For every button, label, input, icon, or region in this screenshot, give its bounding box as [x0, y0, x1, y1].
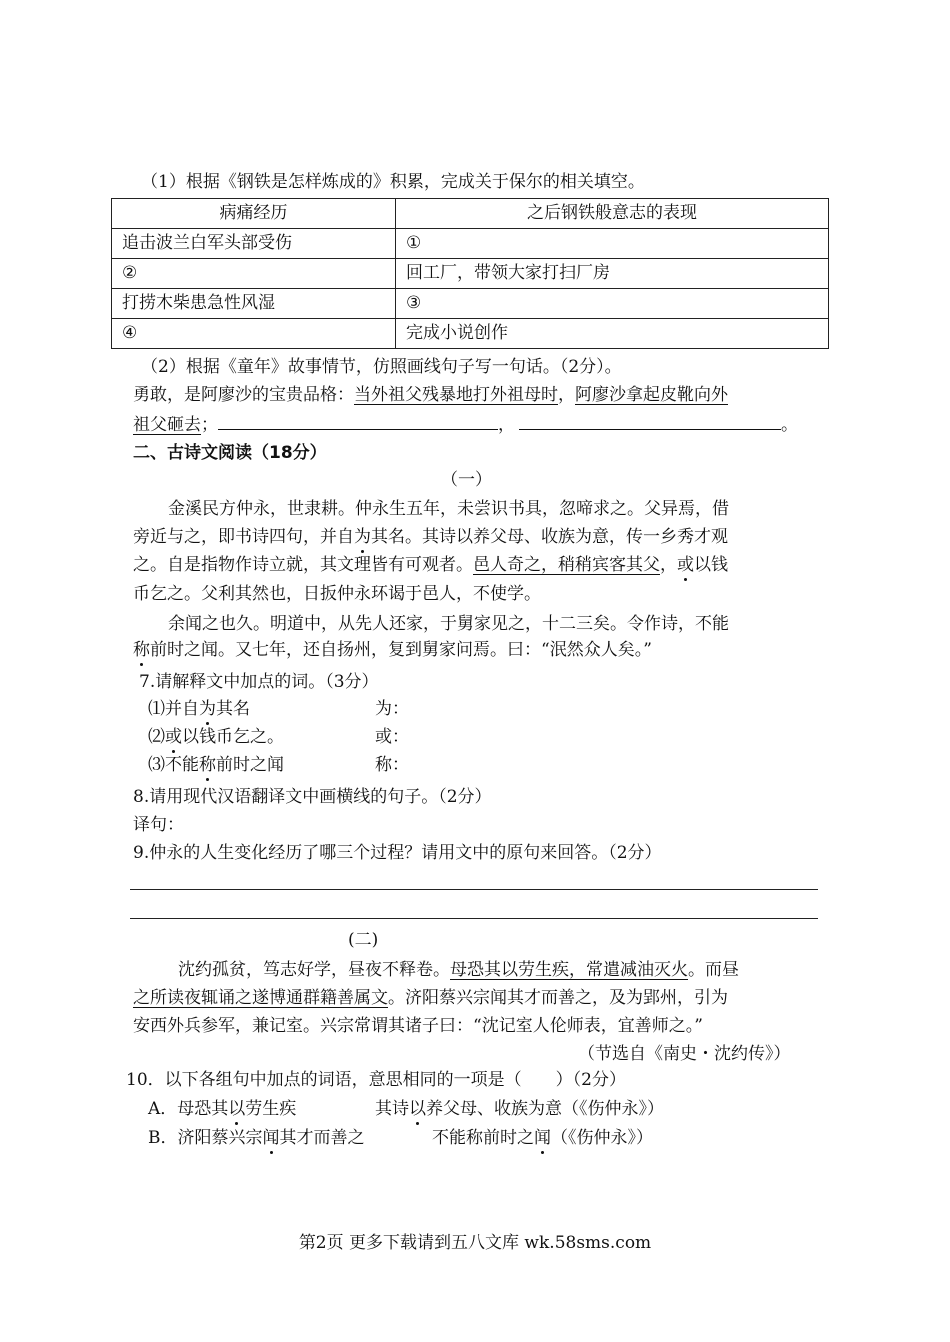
table-cell: ① — [396, 229, 829, 259]
answer-blank[interactable] — [519, 411, 781, 430]
passage-2-line — [133, 986, 728, 1010]
text: 养父母、收族为意（《伤仲永》） — [426, 1099, 664, 1119]
text: ， — [660, 555, 677, 575]
text: （《伤仲永》） — [551, 1128, 653, 1148]
text: 。而昼 — [688, 960, 739, 980]
table-header-cell: 病痛经历 — [112, 199, 396, 229]
text: A．母恐其 — [148, 1099, 229, 1119]
passage-1-line — [133, 553, 728, 577]
table-cell: 回工厂，带领大家打扫厂房 — [396, 259, 829, 289]
text: 旁近与之，即书诗四句，并自 — [133, 527, 354, 547]
answer-line[interactable] — [130, 889, 818, 890]
underlined-text: 阿廖沙拿起皮靴向外 — [575, 385, 728, 405]
dotted-word: 或 — [165, 727, 182, 747]
question-7-item — [148, 697, 250, 721]
text: 勇敢，是阿廖沙的宝贵品格： — [133, 385, 354, 405]
question-2-line-1 — [133, 383, 728, 407]
text: ， — [498, 415, 515, 435]
underlined-text: 母恐其以劳生疾，常遣减油灭火 — [450, 960, 688, 980]
table-intro: （1）根据《钢铁是怎样炼成的》积累，完成关于保尔的相关填空。 — [141, 172, 645, 192]
text: 其名。其诗以养父母、收族为意，传一乡秀才观 — [371, 527, 728, 547]
question-10-title: 10．以下各组句中加点的词语，意思相同的一项是（ ）（2分） — [126, 1070, 626, 1090]
table-cell: ④ — [112, 319, 396, 349]
table-row — [112, 259, 829, 289]
text: 前时之闻 — [216, 755, 284, 775]
table-cell: 完成小说创作 — [396, 319, 829, 349]
page-footer: 第2页 更多下载请到五八文库 wk.58sms.com — [298, 1233, 652, 1253]
underlined-text: 当外祖父残暴地打外祖母时 — [354, 385, 558, 405]
table-row — [112, 319, 829, 349]
dotted-word: 以 — [228, 1099, 246, 1119]
table-header-row — [112, 199, 829, 229]
dotted-word: 闻 — [262, 1128, 280, 1148]
question-7-item — [148, 725, 284, 749]
question-9-title: 9.仲永的人生变化经历了哪三个过程？请用文中的原句来回答。（2分） — [133, 843, 662, 863]
passage-2-line: 安西外兵参军，兼记室。兴宗常谓其诸子曰：“沈记室人伦师表，宜善师之。” — [133, 1016, 703, 1036]
question-7-answer[interactable]: 称： — [375, 755, 409, 775]
question-7-item — [148, 753, 284, 777]
table-cell: ② — [112, 259, 396, 289]
question-7-title: 7.请解释文中加点的词。（3分） — [139, 672, 379, 692]
text: ， — [558, 385, 575, 405]
underlined-text: 之所读夜辄诵之遂博通群籍善属文 — [133, 988, 388, 1008]
text: ⑴并自 — [148, 699, 199, 719]
question-2-line-2 — [133, 411, 798, 437]
text: 以钱币乞之。 — [182, 727, 284, 747]
passage-1-line — [133, 638, 652, 662]
text: ⑵ — [148, 727, 165, 747]
paul-table — [111, 198, 829, 349]
dotted-word: 称 — [199, 755, 216, 775]
text: 。济阳蔡兴宗闻其才而善之，及为郢州，引为 — [388, 988, 728, 1008]
question-2-title: （2）根据《童年》故事情节，仿照画线句子写一句话。（2分）。 — [141, 357, 622, 377]
dotted-word: 为 — [354, 527, 371, 547]
table-row — [112, 289, 829, 319]
dotted-word: 闻 — [534, 1128, 551, 1148]
dotted-word: 称 — [133, 640, 150, 660]
text: 其名 — [216, 699, 250, 719]
table-cell: ③ — [396, 289, 829, 319]
text: ⑶不能 — [148, 755, 199, 775]
text: 劳生疾 — [245, 1099, 297, 1119]
question-8-answer-label[interactable]: 译句： — [133, 815, 184, 835]
text: 其诗 — [375, 1099, 409, 1119]
text: 。 — [781, 415, 798, 435]
table-row — [112, 229, 829, 259]
answer-blank[interactable] — [218, 411, 498, 430]
table-cell: 打捞木柴患急性风湿 — [112, 289, 396, 319]
text: ； — [201, 415, 218, 435]
passage-1-line: 余闻之也久。明道中，从先人还家，于舅家见之，十二三矣。令作诗，不能 — [168, 614, 729, 634]
text: B．济阳蔡兴宗 — [148, 1128, 263, 1148]
text: 之。自是指物作诗立就，其文理皆有可观者。 — [133, 555, 473, 575]
table-header-cell: 之后钢铁般意志的表现 — [396, 199, 829, 229]
passage-2-source: （节选自《南史・沈约传》） — [578, 1044, 791, 1064]
dotted-word: 以 — [409, 1099, 426, 1119]
part-2-label: (二) — [348, 930, 379, 950]
question-10-option-a[interactable] — [148, 1097, 296, 1121]
question-7-answer[interactable]: 为： — [375, 699, 409, 719]
part-1-label: （一） — [441, 470, 492, 490]
passage-2-line — [178, 958, 739, 982]
text: 前时之闻。又七年，还自扬州，复到舅家问焉。曰：“泯然众人矣。” — [150, 640, 652, 660]
text: 沈约孤贫，笃志好学，昼夜不释卷。 — [178, 960, 450, 980]
passage-1-line: 币乞之。父利其然也，日扳仲永环谒于邑人，不使学。 — [133, 584, 541, 604]
dotted-word: 或 — [677, 555, 694, 575]
section-title: 二、古诗文阅读（18分） — [133, 443, 327, 463]
question-10-option-b-right — [432, 1126, 653, 1150]
question-7-answer[interactable]: 或： — [375, 727, 409, 747]
text: 不能称前时之 — [432, 1128, 534, 1148]
passage-1-line — [133, 525, 728, 549]
text: 其才而善之 — [279, 1128, 365, 1148]
question-8-title: 8.请用现代汉语翻译文中画横线的句子。（2分） — [133, 787, 492, 807]
passage-1-line: 金溪民方仲永，世隶耕。仲永生五年，未尝识书具，忽啼求之。父异焉，借 — [168, 499, 729, 519]
table-cell: 追击波兰白军头部受伤 — [112, 229, 396, 259]
question-10-option-b[interactable] — [148, 1126, 365, 1150]
underlined-text: 邑人奇之，稍稍宾客其父 — [473, 555, 660, 575]
answer-line[interactable] — [130, 918, 818, 919]
question-10-option-a-right — [375, 1097, 664, 1121]
text: 以钱 — [694, 555, 728, 575]
underlined-text: 祖父砸去 — [133, 415, 201, 435]
dotted-word: 为 — [199, 699, 216, 719]
